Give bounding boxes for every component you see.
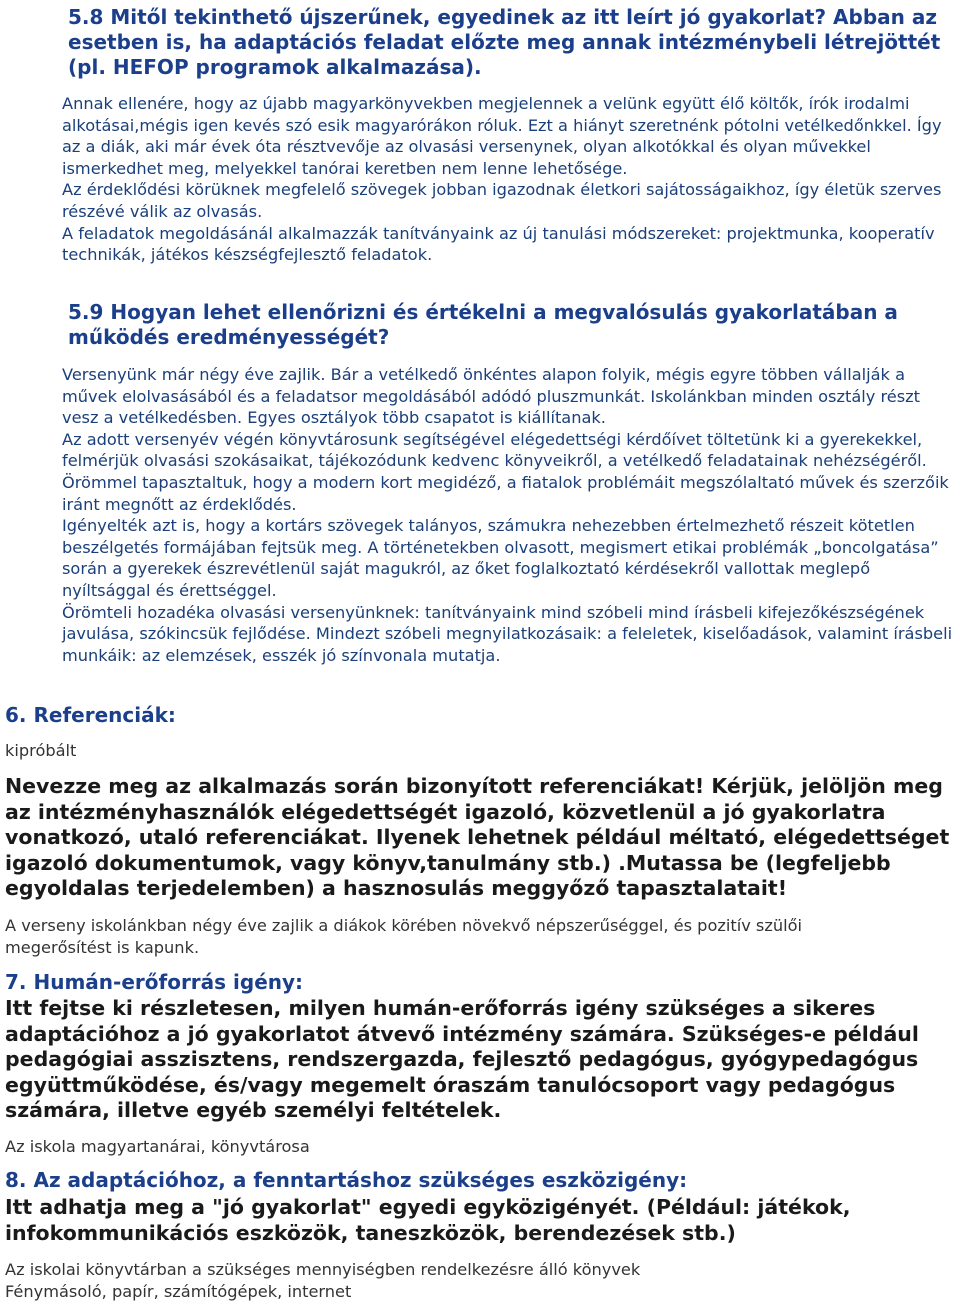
section-5-9-body <box>62 364 954 666</box>
section-5-8-heading: 5.8 Mitől tekinthető újszerűnek, egyedinek az itt leírt jó gyakorlat? Abban az esetben is, ha adaptációs feladat előzte meg annak intézménybeli létrejöttét (pl. HEFOP programok alkalmazása). <box>68 5 941 79</box>
section-7-answer: Az iskola magyartanárai, könyvtárosa <box>5 1137 310 1156</box>
paragraph: Annak ellenére, hogy az újabb magyarkönyvekben megjelennek a velünk együtt élő költők, írók irodalmi alkotásai,mégis igen kevés szó esik magyarórákon róluk. Ezt a hiányt szeretnénk pótolni vetélkedőnkkel. Így az a diák, aki már évek óta résztvevője az olvasási versenynek, olyan alkotókkal és olyan művekkel ismerkedhet meg, melyekkel tanórai keretben nem lenne lehetősége. <box>62 94 942 178</box>
paragraph: A feladatok megoldásánál alkalmazzák tanítványaink az új tanulási módszereket: projektmunka, kooperatív technikák, játékos készségfejlesztő feladatok. <box>62 223 935 265</box>
paragraph: Az érdeklődési körüknek megfelelő szövegek jobban igazodnak életkori sajátosságaikhoz, így életük szerves részévé válik az olvasás. <box>62 180 942 221</box>
section-6-heading: 6. Referenciák: <box>5 703 176 727</box>
section-8-heading: 8. Az adaptációhoz, a fenntartáshoz szükséges eszközigény: <box>5 1168 688 1192</box>
section-7-heading: 7. Humán-erőforrás igény: <box>5 970 304 994</box>
section-7-prompt: Itt fejtse ki részletesen, milyen humán-erőforrás igény szükséges a sikeres adaptációhoz a jó gyakorlatot átvevő intézmény számára. Szükséges-e például pedagógiai asszisztens, rendszergazda, fejlesztő pedagógus, gyógypedagógus együttműködése, és/vagy megemelt óraszám tanulócsoport vagy pedagógus számára, illetve egyéb személyi feltételek. <box>5 996 919 1122</box>
section-8-prompt: Itt adhatja meg a "jó gyakorlat" egyedi egyközigényét. (Például: játékok, infokommunikációs eszközök, taneszközök, berendezések stb.) <box>5 1195 851 1245</box>
paragraph: Igényelték azt is, hogy a kortárs szövegek talányos, számukra nehezebben értelmezhető részeit kötetlen beszélgetés formájában fejtsük meg. A történetekben olvasott, megismert etikai problémák „boncolgatása” során a gyerekek észrevétlenül saját magukról, az őket foglalkoztató kérdésekről vallottak meglepő nyíltsággal és érettséggel. <box>62 516 939 600</box>
answer-line: Az iskolai könyvtárban a szükséges mennyiségben rendelkezésre álló könyvek <box>5 1260 641 1279</box>
section-5-8-body <box>62 93 944 266</box>
paragraph: Örömmel tapasztaltuk, hogy a modern kort megidéző, a fiatalok problémáit megszólaltató művek és szerzőik iránt megnőtt az érdeklődés. <box>62 472 949 514</box>
section-6-value: kipróbált <box>5 741 77 760</box>
section-6-answer: A verseny iskolánkban négy éve zajlik a diákok körében növekvő népszerűséggel, és pozitív szülői megerősítést is kapunk. <box>5 916 803 957</box>
section-8-answer <box>5 1259 905 1302</box>
section-6-prompt: Nevezze meg az alkalmazás során bizonyított referenciákat! Kérjük, jelöljön meg az intézményhasználók elégedettségét igazoló, közvetlenül a jó gyakorlatra vonatkozó, utaló referenciákat. Ilyenek lehetnek például méltató, elégedettséget igazoló dokumentumok, vagy könyv,tanulmány stb.) .Mutassa be (legfeljebb egyoldalas terjedelemben) a hasznosulás meggyőző tapasztalatait! <box>5 774 950 900</box>
paragraph: Az adott versenyév végén könyvtárosunk segítségével elégedettségi kérdőívet töltetünk ki a gyerekekkel, felmérjük olvasási szokásaikat, tájékozódunk kedvenc könyveikről, a vetélkedő feladatainak nehézségéről. <box>62 429 927 471</box>
answer-line: Fénymásoló, papír, számítógépek, internet <box>5 1281 352 1301</box>
paragraph: Versenyünk már négy éve zajlik. Bár a vetélkedő önkéntes alapon folyik, mégis egyre többen vállalják a művek elolvasásából és a feladatsor megoldásából adódó pluszmunkát. Iskolánkban minden osztály részt vesz a vetélkedésben. Egyes osztályok több csapatot is kiállítanak. <box>62 365 921 428</box>
paragraph: Örömteli hozadéka olvasási versenyünknek: tanítványaink mind szóbeli mind írásbeli kifejezőkészségének javulása, szókincsük fejlődése. Mindezt szóbeli megnyilatkozásaik: a feleletek, kiselőadások, valamint írásbeli munkáik: az elemzések, esszék jó színvonala mutatja. <box>62 602 953 665</box>
section-5-9-heading: 5.9 Hogyan lehet ellenőrizni és értékelni a megvalósulás gyakorlatában a működés eredményességét? <box>68 300 898 349</box>
